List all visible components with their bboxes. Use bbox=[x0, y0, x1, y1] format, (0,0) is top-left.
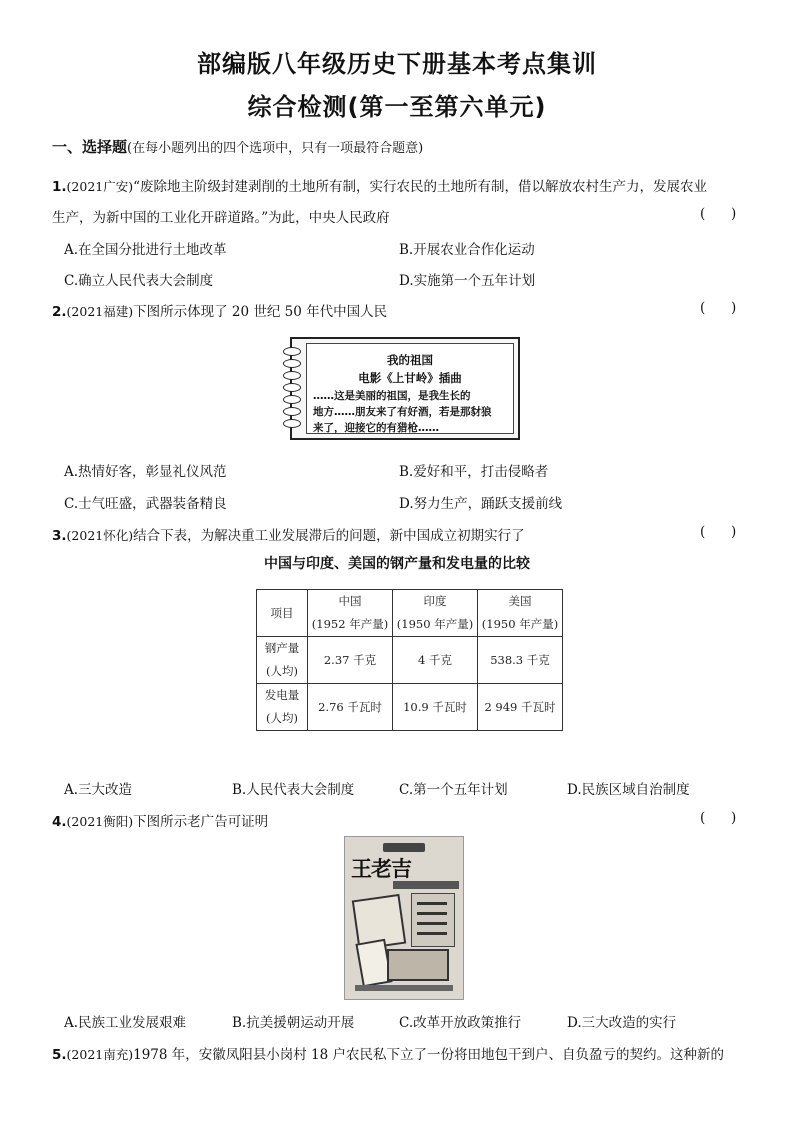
question-number: 3. bbox=[52, 528, 67, 544]
ad-footer-bar bbox=[355, 985, 453, 991]
q4-option-c[interactable]: C.改革开放政策推行 bbox=[399, 1015, 522, 1031]
question-number: 5. bbox=[52, 1047, 67, 1063]
header-year: (1950 年产量) bbox=[481, 617, 559, 631]
spiral-ring-icon bbox=[283, 371, 301, 380]
row-label: 发电量 bbox=[264, 688, 300, 702]
answer-bracket[interactable]: ( ) bbox=[700, 524, 737, 540]
header-cell bbox=[478, 590, 563, 637]
song-title: 我的祖国 bbox=[387, 353, 433, 367]
row-label-unit: (人均) bbox=[266, 711, 298, 725]
q3-option-c[interactable]: C.第一个五年计划 bbox=[399, 782, 508, 798]
table-cell: 2 949 千瓦时 bbox=[478, 684, 563, 731]
section-label: 一、选择题 bbox=[52, 138, 128, 156]
question-1-line-2: 生产，为新中国的工业化开辟道路。”为此，中央人民政府 bbox=[52, 210, 390, 226]
q2-option-b[interactable]: B.爱好和平，打击侵略者 bbox=[399, 464, 549, 480]
question-source: (2021南充) bbox=[66, 1047, 134, 1062]
q4-option-b[interactable]: B.抗美援朝运动开展 bbox=[232, 1015, 355, 1031]
question-number: 2. bbox=[52, 304, 67, 320]
question-2-line bbox=[52, 300, 387, 320]
lyrics-card bbox=[306, 343, 514, 434]
q2-option-c[interactable]: C.士气旺盛，武器装备精良 bbox=[64, 496, 227, 512]
q3-option-a[interactable]: A.三大改造 bbox=[64, 782, 133, 798]
page-title: 部编版八年级历史下册基本考点集训 bbox=[197, 50, 597, 78]
spiral-ring-icon bbox=[283, 395, 301, 404]
ad-brand-name: 王老吉 bbox=[351, 857, 411, 881]
section-note: (在每小题列出的四个选项中，只有一项最符合题意) bbox=[127, 141, 424, 156]
question-text: 结合下表，为解决重工业发展滞后的问题，新中国成立初期实行了 bbox=[133, 528, 525, 544]
q2-option-d[interactable]: D.努力生产，踊跃支援前线 bbox=[399, 496, 563, 512]
question-source: (2021广安) bbox=[66, 179, 134, 194]
header-country: 印度 bbox=[423, 594, 447, 608]
header-cell bbox=[393, 590, 478, 637]
table-title: 中国与印度、美国的钢产量和发电量的比较 bbox=[264, 556, 530, 572]
question-5-line bbox=[52, 1043, 724, 1063]
q4-option-a[interactable]: A.民族工业发展艰难 bbox=[64, 1015, 187, 1031]
q2-option-a[interactable]: A.热情好客，彰显礼仪风范 bbox=[64, 464, 227, 480]
question-text: 下图所示体现了 20 世纪 50 年代中国人民 bbox=[133, 304, 388, 320]
lyrics-line: 来了，迎接它的有猎枪…… bbox=[313, 422, 439, 434]
table-cell: 2.76 千瓦时 bbox=[308, 684, 393, 731]
question-number: 1. bbox=[52, 179, 67, 195]
answer-bracket[interactable]: ( ) bbox=[700, 810, 737, 826]
answer-bracket[interactable]: ( ) bbox=[700, 206, 737, 222]
table-row bbox=[257, 684, 563, 731]
ad-header-bar bbox=[383, 843, 425, 852]
table-header-row bbox=[257, 590, 563, 637]
q4-option-d[interactable]: D.三大改造的实行 bbox=[567, 1015, 677, 1031]
q3-option-b[interactable]: B.人民代表大会制度 bbox=[232, 782, 355, 798]
table-cell: 538.3 千克 bbox=[478, 637, 563, 684]
table-row bbox=[257, 637, 563, 684]
ad-text-box bbox=[411, 893, 455, 947]
row-label-unit: (人均) bbox=[266, 664, 298, 678]
header-item-cell: 项目 bbox=[257, 590, 308, 637]
question-text: “废除地主阶级封建剥削的土地所有制，实行农民的土地所有制，借以解放农村生产力，发展农业 bbox=[133, 179, 708, 195]
q3-option-d[interactable]: D.民族区域自治制度 bbox=[567, 782, 690, 798]
comparison-table bbox=[256, 589, 563, 731]
q1-option-b[interactable]: B.开展农业合作化运动 bbox=[399, 242, 535, 258]
row-label: 钢产量 bbox=[264, 641, 300, 655]
question-1-line-1 bbox=[52, 175, 707, 195]
question-3-line bbox=[52, 524, 525, 544]
table-cell: 2.37 千克 bbox=[308, 637, 393, 684]
product-package-icon bbox=[387, 949, 449, 981]
spiral-ring-icon bbox=[283, 347, 301, 356]
song-subtitle: 电影《上甘岭》插曲 bbox=[358, 371, 462, 385]
lyrics-line: 地方……朋友来了有好酒，若是那豺狼 bbox=[313, 406, 492, 418]
question-text: 1978 年，安徽凤阳县小岗村 18 户农民私下立了一份将田地包干到户、自负盈亏的契约。这种新的 bbox=[133, 1047, 725, 1063]
spiral-ring-icon bbox=[283, 419, 301, 428]
q1-option-a[interactable]: A.在全国分批进行土地改革 bbox=[64, 242, 227, 258]
question-source: (2021怀化) bbox=[66, 528, 134, 543]
header-country: 美国 bbox=[508, 594, 532, 608]
header-cell bbox=[308, 590, 393, 637]
section-heading bbox=[52, 136, 423, 157]
lyrics-line: ……这是美丽的祖国，是我生长的 bbox=[313, 390, 471, 402]
question-source: (2021衡阳) bbox=[66, 814, 134, 829]
q1-option-c[interactable]: C.确立人民代表大会制度 bbox=[64, 273, 214, 289]
spiral-ring-icon bbox=[283, 359, 301, 368]
table-cell: 4 千克 bbox=[393, 637, 478, 684]
ad-subheading-bar bbox=[393, 881, 459, 889]
header-year: (1952 年产量) bbox=[311, 617, 389, 631]
row-label-cell bbox=[257, 637, 308, 684]
old-advertisement-image bbox=[344, 836, 464, 1000]
question-text: 下图所示老广告可证明 bbox=[133, 814, 269, 830]
song-lyrics-figure bbox=[290, 337, 520, 440]
q1-option-d[interactable]: D.实施第一个五年计划 bbox=[399, 273, 536, 289]
header-country: 中国 bbox=[338, 594, 362, 608]
question-source: (2021福建) bbox=[66, 304, 134, 319]
header-year: (1950 年产量) bbox=[396, 617, 474, 631]
question-number: 4. bbox=[52, 814, 67, 830]
row-label-cell bbox=[257, 684, 308, 731]
question-4-line bbox=[52, 810, 268, 830]
spiral-ring-icon bbox=[283, 407, 301, 416]
table-cell: 10.9 千瓦时 bbox=[393, 684, 478, 731]
page-subtitle: 综合检测(第一至第六单元) bbox=[247, 93, 547, 121]
spiral-ring-icon bbox=[283, 383, 301, 392]
answer-bracket[interactable]: ( ) bbox=[700, 300, 737, 316]
